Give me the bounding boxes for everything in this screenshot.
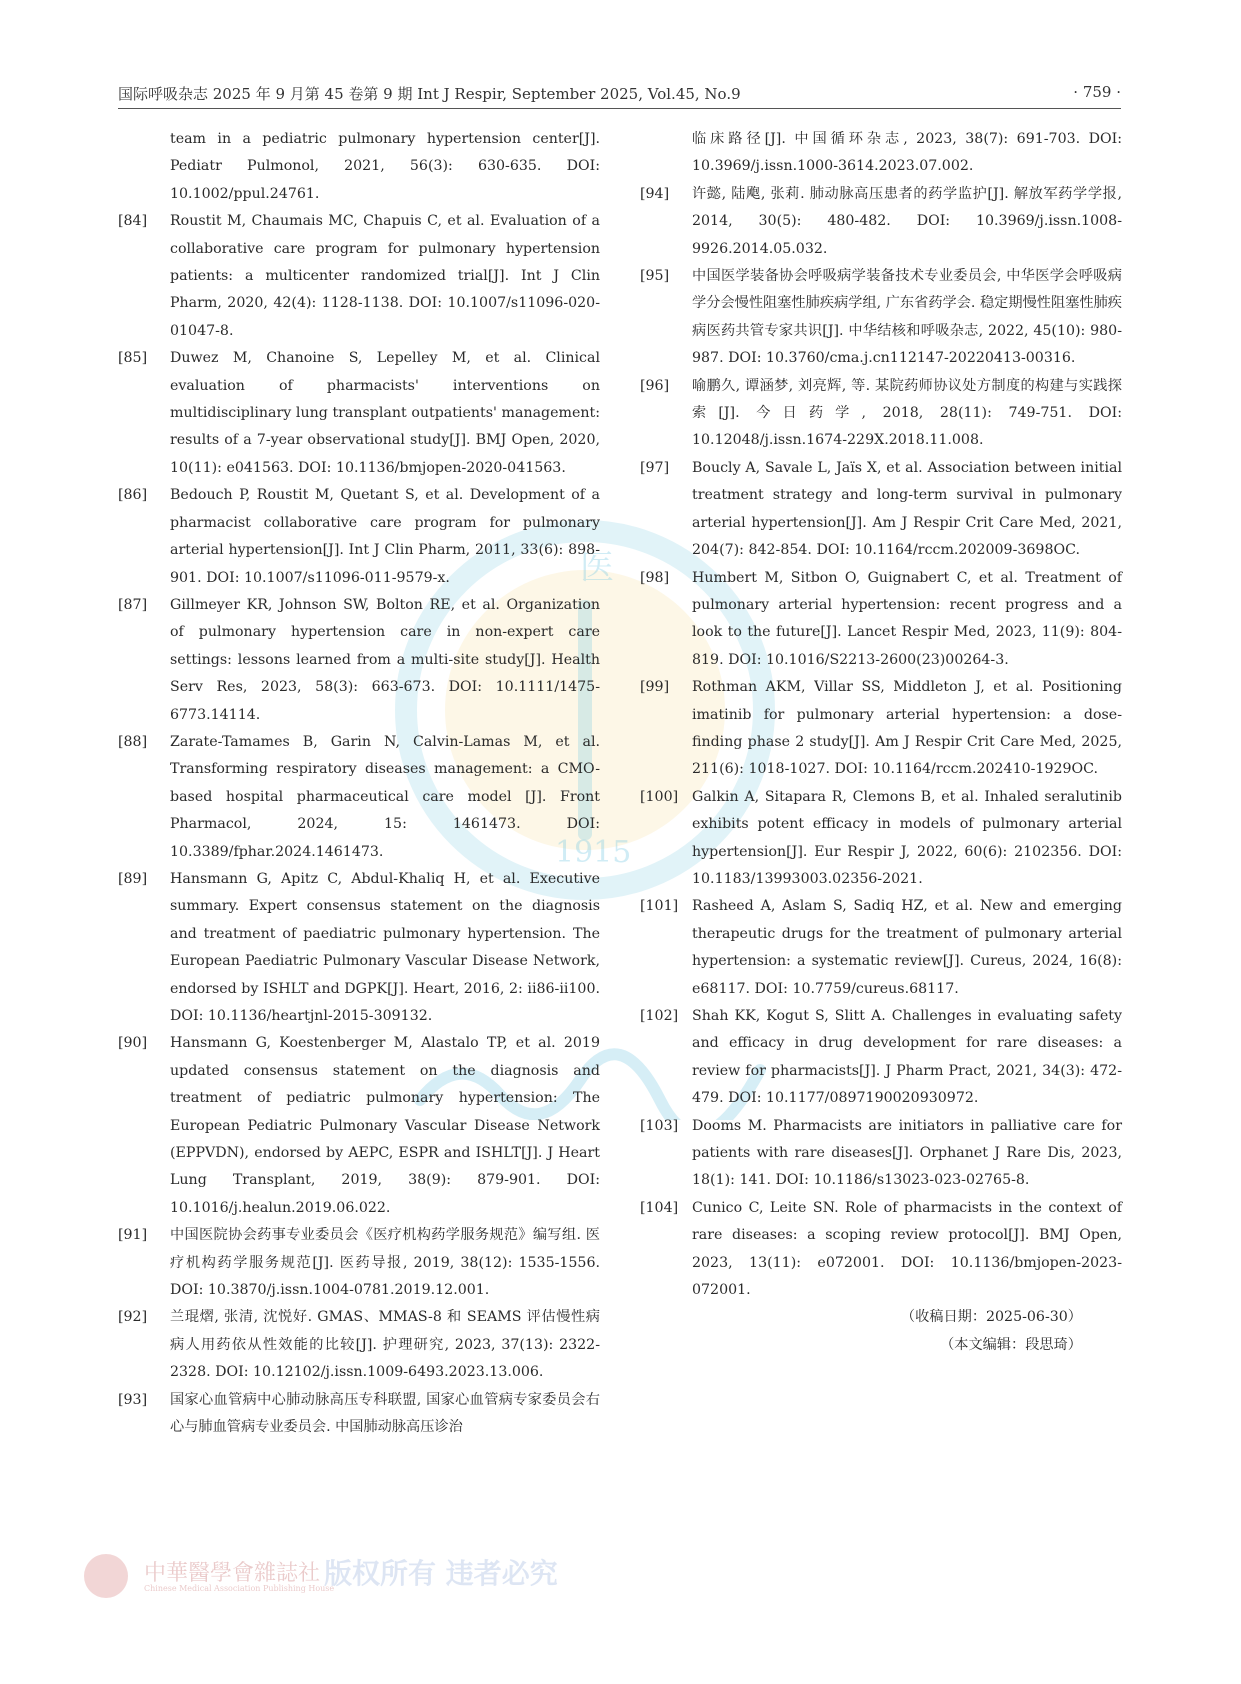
reference-entry xyxy=(118,592,600,729)
received-date: （收稿日期：2025-06-30） xyxy=(900,1309,1082,1326)
header-page-number: · 759 · xyxy=(1073,83,1121,101)
reference-text: Rasheed A, Aslam S, Sadiq HZ, et al. New and emerging therapeutic drugs for the treatment of pulmonary arterial hypertension: a systematic review[J]. Cureus, 2024, 16(8): e68117. DOI: 10.7759/cureus.68117. xyxy=(692,898,1122,997)
editor-credit: （本文编辑：段思琦） xyxy=(940,1336,1082,1353)
reference-text: Duwez M, Chanoine S, Lepelley M, et al. Clinical evaluation of pharmacists' interventions on multidisciplinary lung transplant outpatients' management: results of a 7-year observational study[J]. BMJ Open, 2020, 10(11): e041563. DOI: 10.1136/bmjopen-2020-041563. xyxy=(170,350,600,476)
reference-number: [98] xyxy=(640,569,670,586)
reference-entry xyxy=(640,455,1122,565)
reference-number: [90] xyxy=(118,1035,148,1052)
reference-number: [102] xyxy=(640,1008,679,1024)
reference-number: [96] xyxy=(640,377,670,394)
reference-entry xyxy=(118,729,600,866)
reference-text: 中国医院协会药事专业委员会《医疗机构药学服务规范》编写组. 医疗机构药学服务规范[J]. 医药导报, 2019, 38(12): 1535-1556. DOI: 10.3870/j.issn.1004-0781.2019.12.001. xyxy=(170,1227,600,1299)
reference-entry xyxy=(118,1387,600,1442)
reference-entry xyxy=(640,373,1122,455)
copyright-stamp: 版权所有 违者必究 xyxy=(324,1557,558,1590)
publisher-flower-icon xyxy=(84,1554,128,1598)
reference-number: [99] xyxy=(640,679,670,696)
reference-number: [101] xyxy=(640,898,679,915)
reference-number: [93] xyxy=(118,1391,148,1408)
reference-entry xyxy=(118,866,600,1030)
reference-number: [88] xyxy=(118,733,148,750)
reference-entry xyxy=(640,1003,1122,1113)
reference-entry xyxy=(640,784,1122,894)
reference-text: Boucly A, Savale L, Jaïs X, et al. Association between initial treatment strategy and long-term survival in pulmonary arterial hypertension[J]. Am J Respir Crit Care Med, 2021, 204(7): 842-854. DOI: 10.1164/rccm.202009-3698OC. xyxy=(692,459,1122,559)
watermark-seal-year: 1915 xyxy=(555,835,632,870)
publisher-watermark xyxy=(84,1548,558,1608)
reference-entry xyxy=(640,1113,1122,1195)
reference-entry xyxy=(118,1222,600,1304)
publisher-name-en: Chinese Medical Association Publishing House xyxy=(144,1584,335,1593)
reference-text: 临床路径[J]. 中国循环杂志, 2023, 38(7): 691-703. DOI: 10.3969/j.issn.1000-3614.2023.07.002. xyxy=(692,131,1122,175)
reference-entry xyxy=(640,893,1122,1003)
reference-text: 国家心血管病中心肺动脉高压专科联盟, 国家心血管病专家委员会右心与肺血管病专业委员会. 中国肺动脉高压诊治 xyxy=(170,1391,600,1436)
reference-text: Zarate-Tamames B, Garin N, Calvin-Lamas M, et al. Transforming respiratory diseases management: a CMO-based hospital pharmaceutical care model [J]. Front Pharmacol, 2024, 15: 1461473. DOI: 10.3389/fphar.2024.1461473. xyxy=(170,733,600,860)
reference-number: [100] xyxy=(640,788,679,805)
running-header xyxy=(118,80,1121,109)
reference-entry xyxy=(640,565,1122,675)
reference-entry xyxy=(118,1030,600,1222)
reference-number: [104] xyxy=(640,1199,679,1216)
watermark-seal-char: 医 xyxy=(580,548,614,588)
reference-entry xyxy=(118,482,600,592)
reference-text: Roustit M, Chaumais MC, Chapuis C, et al. Evaluation of a collaborative care program for pulmonary hypertension patients: a multicenter randomized trial[J]. Int J Clin Pharm, 2020, 42(4): 1128-1138. DOI: 10.1007/s11096-020-01047-8. xyxy=(170,213,600,339)
reference-text: Hansmann G, Apitz C, Abdul-Khaliq H, et al. Executive summary. Expert consensus statement on the diagnosis and treatment of paediatric pulmonary hypertension. The European Paediatric Pulmonary Vascular Disease Network, endorsed by ISHLT and DGPK[J]. Heart, 2016, 2: ii86-ii100. DOI: 10.1136/heartjnl-2015-309132. xyxy=(170,870,600,1024)
reference-number: [85] xyxy=(118,350,148,367)
references-left-column xyxy=(118,126,600,1442)
reference-number: [91] xyxy=(118,1227,148,1244)
reference-text: Gillmeyer KR, Johnson SW, Bolton RE, et al. Organization of pulmonary hypertension care in non-expert care settings: lessons learned from a multi-site study[J]. Health Serv Res, 2023, 58(3): 663-673. DOI: 10.1111/1475-6773.14114. xyxy=(170,596,600,723)
reference-entry xyxy=(640,1195,1122,1305)
reference-text: Bedouch P, Roustit M, Quetant S, et al. Development of a pharmacist collaborative care program for pulmonary arterial hypertension[J]. Int J Clin Pharm, 2011, 33(6): 898-901. DOI: 10.1007/s11096-011-9579-x. xyxy=(170,487,600,586)
reference-number: [84] xyxy=(118,213,148,230)
reference-text: Dooms M. Pharmacists are initiators in palliative care for patients with rare diseases[J]. Orphanet J Rare Dis, 2023, 18(1): 141. DOI: 10.1186/s13023-023-02765-8. xyxy=(692,1117,1122,1189)
reference-text: Rothman AKM, Villar SS, Middleton J, et al. Positioning imatinib for pulmonary arterial hypertension: a dose-finding phase 2 study[J]. Am J Respir Crit Care Med, 2025, 211(6): 1018-1027. DOI: 10.1164/rccm.202410-1929OC. xyxy=(692,679,1122,778)
reference-text: Galkin A, Sitapara R, Clemons B, et al. Inhaled seralutinib exhibits potent efficacy in models of pulmonary arterial hypertension[J]. Eur Respir J, 2022, 60(6): 2102356. DOI: 10.1183/13993003.02356-2021. xyxy=(692,788,1122,887)
reference-text: 喻鹏久, 谭涵梦, 刘亮辉, 等. 某院药师协议处方制度的构建与实践探索[J]. 今日药学, 2018, 28(11): 749-751. DOI: 10.12048/j.issn.1674-229X.2018.11.008. xyxy=(692,377,1122,449)
reference-entry xyxy=(118,208,600,345)
reference-number: [86] xyxy=(118,487,148,504)
reference-number: [89] xyxy=(118,870,148,887)
reference-entry xyxy=(118,1304,600,1386)
reference-text: 中国医学装备协会呼吸病学装备技术专业委员会, 中华医学会呼吸病学分会慢性阻塞性肺疾病学组, 广东省药学会. 稳定期慢性阻塞性肺疾病医药共管专家共识[J]. 中华结核和呼吸杂志, 2022, 45(10): 980-987. DOI: 10.3760/cma.j.cn112147-20220413-00316. xyxy=(692,268,1122,367)
reference-number: [94] xyxy=(640,185,670,202)
publisher-name: 中華醫學會雜誌社 xyxy=(144,1561,321,1586)
reference-text: 许懿, 陆飑, 张莉. 肺动脉高压患者的药学监护[J]. 解放军药学学报, 2014, 30(5): 480-482. DOI: 10.3969/j.issn.1008-9926.2014.05.032. xyxy=(692,185,1122,257)
reference-entry xyxy=(118,126,600,208)
reference-entry xyxy=(118,345,600,482)
reference-text: Shah KK, Kogut S, Slitt A. Challenges in evaluating safety and efficacy in drug development for rare diseases: a review for pharmacists[J]. J Pharm Pract, 2021, 34(3): 472-479. DOI: 10.1177/0897190020930972. xyxy=(692,1008,1122,1107)
reference-number: [92] xyxy=(118,1309,148,1326)
reference-entry xyxy=(640,181,1122,263)
reference-entry xyxy=(640,674,1122,784)
reference-number: [97] xyxy=(640,459,670,476)
reference-entry xyxy=(640,263,1122,373)
references-right-column xyxy=(640,126,1122,1359)
reference-number: [103] xyxy=(640,1117,679,1134)
reference-text: team in a pediatric pulmonary hypertension center[J]. Pediatr Pulmonol, 2021, 56(3): 630-635. DOI: 10.1002/ppul.24761. xyxy=(170,131,600,202)
reference-number: [95] xyxy=(640,268,670,285)
reference-entry xyxy=(640,126,1122,181)
reference-text: 兰琨熠, 张清, 沈悦好. GMAS、MMAS-8 和 SEAMS 评估慢性病病人用药依从性效能的比较[J]. 护理研究, 2023, 37(13): 2322-2328. DOI: 10.12102/j.issn.1009-6493.2023.13.006. xyxy=(170,1309,600,1381)
header-journal-info: 国际呼吸杂志 2025 年 9 月第 45 卷第 9 期 Int J Respir, September 2025, Vol.45, No.9 xyxy=(118,85,741,103)
reference-text: Humbert M, Sitbon O, Guignabert C, et al. Treatment of pulmonary arterial hypertension: recent progress and a look to the future[J]. Lancet Respir Med, 2023, 11(9): 804-819. DOI: 10.1016/S2213-2600(23)00264-3. xyxy=(692,569,1122,668)
reference-number: [87] xyxy=(118,596,148,613)
reference-text: Cunico C, Leite SN. Role of pharmacists in the context of rare diseases: a scoping review protocol[J]. BMJ Open, 2023, 13(11): e072001. DOI: 10.1136/bmjopen-2023-072001. xyxy=(692,1199,1122,1299)
reference-text: Hansmann G, Koestenberger M, Alastalo TP, et al. 2019 updated consensus statement on the diagnosis and treatment of pediatric pulmonary hypertension: The European Pediatric Pulmonary Vascular Disease Network (EPPVDN), endorsed by AEPC, ESPR and ISHLT[J]. J Heart Lung Transplant, 2019, 38(9): 879-901. DOI: 10.1016/j.healun.2019.06.022. xyxy=(170,1035,600,1216)
